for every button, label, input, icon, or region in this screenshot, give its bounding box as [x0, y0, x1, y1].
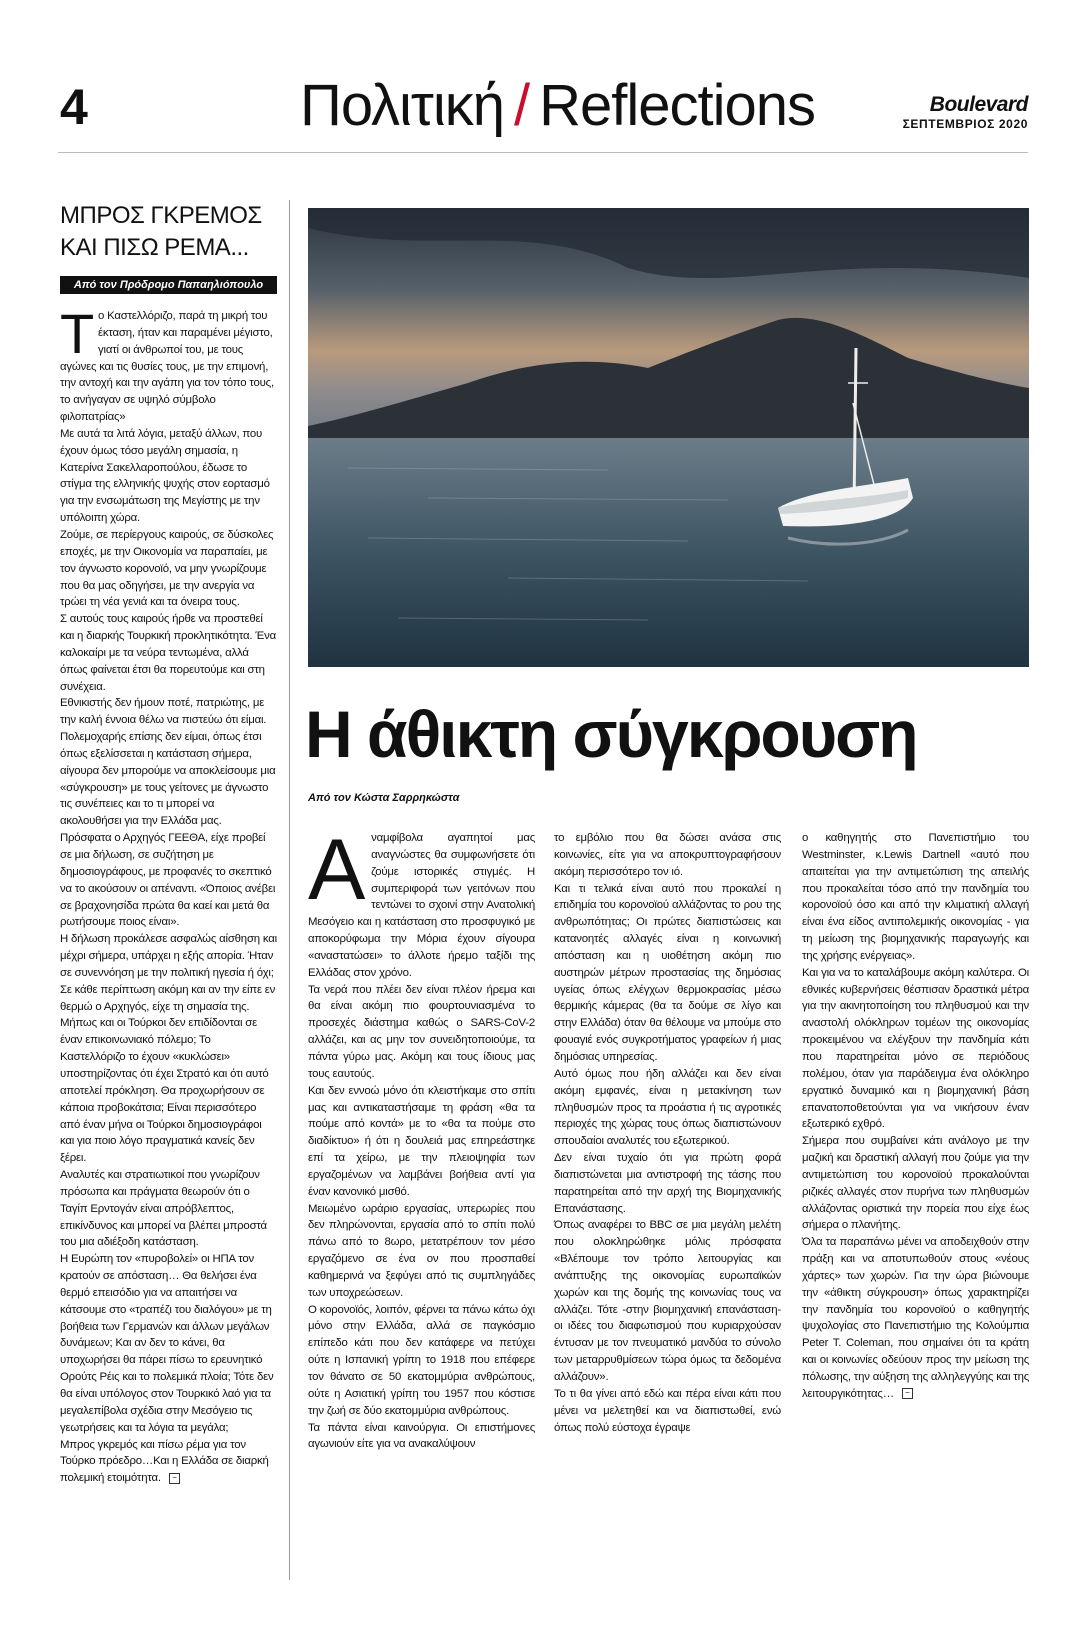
article-paragraph: Αυτό όμως που ήδη αλλάζει και δεν είναι ακόμη εμφανές, είναι η μετακίνηση των πληθυσμών προς τα προάστια ή τις αγροτικές περιοχές της χώρας τους όπως διαπιστώνουν σπουδαίοι αναλυτές του εξωτερικού.	[554, 1067, 781, 1148]
section-title	[300, 72, 815, 139]
article-paragraph: Και τι τελικά είναι αυτό που προκαλεί η επιδημία του κορονοϊού αλλάζοντας το ρου της ανθρωπότητας; Οι πρώτες διαπιστώσεις και κατανοητές αλλαγές είναι η κοινωνική απόσταση και η υιοθέτηση ακόμη πιο αυστηρών μέτρων προστασίας της δημόσιας υγείας όπως ελέγχων θερμοκρασίας μέσω θερμικής κάμερας (θα τα δούμε σε λίγο και στην Ελλάδα) όταν θα θέλουμε να μπούμε στο φουαγιέ ενός συγκροτήματος γραφείων ή μιας δημόσιας υπηρεσίας.	[554, 882, 781, 1063]
column-rule	[289, 200, 290, 1580]
side-paragraph-text: Μπρος γκρεμός και πίσω ρέμα για τον Τούρκο πρόεδρο…Και η Ελλάδα σε διαρκή πολεμική ετοιμότητα.	[60, 1438, 269, 1485]
side-paragraph-last	[60, 1437, 277, 1488]
article-paragraph: Όπως αναφέρει το BBC σε μια μεγάλη μελέτη που ολοκληρώθηκε μόλις πρόσφατα «Βλέπουμε τον τρόπο λειτουργίας και ανάπτυξης της οικονομίας ευρωπαϊκών χωρών και της δομής της κοινωνίας τους να αλλάζει. Τότε -στην βιομηχανική επανάσταση- οι ιδέες του διαφωτισμού που κυριαρχούσαν έντυσαν με τον πνευματικό μανδύα το σύνολο των μεταρρυθμίσεων τώρα όμως τα δεδομένα αλλάζουν».	[554, 1219, 781, 1383]
boat-photo-illustration	[308, 208, 1029, 667]
section-name: Πολιτική	[300, 73, 504, 138]
article-paragraph-text: ναμφίβολα αγαπητοί μας αναγνώστες θα συμφωνήσετε ότι ζούμε ιστορικές στιγμές. Η συμπεριφορά των γειτόνων που τεντώνει το σχοινί στην Ανατολική Μεσόγειο και η κατάσταση στο προσφυγικό με αποκορύφωμα την Μόρια έχουν σίγουρα «αναστατώσει» το άλλοτε ήρεμο ταξίδι της Ελλάδας στον χρόνο.	[308, 832, 535, 979]
article-photo	[308, 208, 1029, 667]
headline: Η άθικτη σύγκρουση	[305, 697, 917, 771]
article-paragraph: Το τι θα γίνει από εδώ και πέρα είναι κάτι που μένει να μελετηθεί και να διαπιστωθεί, ενώ όπως πολύ εύστοχα έγραψε	[554, 1387, 781, 1434]
side-paragraph: Αναλυτές και στρατιωτικοί που γνωρίζουν πρόσωπα και πράγματα θεωρούν ότι ο Ταγίπ Ερντογάν είναι απρόβλεπτος, επικίνδυνος και μπορεί να βλέπει μπροστά του μια αδιέξοδη κατάσταση.	[60, 1169, 267, 1249]
side-paragraph: Εθνικιστής δεν ήμουν ποτέ, πατριώτης, με την καλή έννοια θέλω να πιστεύω ότι είμαι. Πολεμοχαρής επίσης δεν είμαι, όπως έτσι όπως εξελίσσεται η κατάσταση σήμερα, αίγουρα δεν μπορούμε να αποκλείσουμε μια «σύγκρουση» με τους γείτονες με άγνωστο τις συνέπειες και το τι μπορεί να ακολουθήσει για την Ελλάδα μας.	[60, 697, 276, 828]
article-paragraph-last	[802, 1234, 1029, 1402]
section-name-en: Reflections	[539, 73, 816, 138]
article-paragraph: το εμβόλιο που θα δώσει ανάσα στις κοινωνίες, είτε για να αποκρυπτογραφήσουν ακόμη περισσότερο τον ιό.	[554, 832, 781, 878]
side-paragraph-text: ο Καστελλόριζο, παρά τη μικρή του έκταση, ήταν και παραμένει μέγιστο, γιατί οι άνθρωποί του, με τους αγώνες και τις θυσίες τους, με την επιμονή, την αντοχή και την αγάπη για τον τόπο τους, το ανήγαγαν σε υψηλό σύμβολο φιλοπατρίας»	[60, 310, 274, 424]
article-paragraph: Και για να το καταλάβουμε ακόμη καλύτερα. Οι εθνικές κυβερνήσεις θέσπισαν δραστικά μέτρα για την ακινητοποίηση του πληθυσμού και την αναστολή ολόκληρων τομέων της οικονομίας προκειμένου να ελέγξουν την πανδημία κάτι που παρατηρείται μόνο σε περιόδους πολέμου, όταν για παράδειγμα ένα ολόκληρο εργατικό δυναμικό και η βιομηχανική βάση επανατοποθετούνται για να νικήσουν έναν εξωτερικό εχθρό.	[802, 966, 1029, 1131]
article-paragraph: Τα πάντα είναι καινούργια. Οι επιστήμονες αγωνιούν είτε για να ανακαλύψουν	[308, 1421, 535, 1451]
side-paragraph: Σ αυτούς τους καιρούς ήρθε να προστεθεί και η διαρκής Τουρκική προκλητικότητα. Ένα καλοκαίρι με τα νεύρα τεντωμένα, αλλά όπως φαίνεται έτσι θα πορευτούμε και στη συνέχεια.	[60, 613, 276, 693]
article-paragraph: Σήμερα που συμβαίνει κάτι ανάλογο με την μαζική και δραστική αλλαγή που ζούμε για την αντιμετώπιση του κορονοϊού προκαλούνται ριζικές αλλαγές στον πυρήνα των πληθυσμών αλλάζοντας οριστικά την πορεία που είχε έως σήμερα ο πλανήτης.	[802, 1135, 1029, 1232]
article-paragraph-text: Όλα τα παραπάνω μένει να αποδειχθούν στην πράξη και να αποτυπωθούν στους «νέους χάρτες» των χωρών. Για την ώρα βιώνουμε την «άθικτη σύγκρουση» όπως χαρακτηρίζει την πανδημία του κορονοϊού ο καθηγητής ψυχολογίας στο Πανεπιστήμιο της Κολούμπια Peter T. Coleman, που σημαίνει ότι τα κράτη και οι κοινωνίες οδεύουν προς την μείωση της πόλωσης, την αύξηση της αλληλεγγύης και της λειτουργικότητας…	[802, 1236, 1029, 1400]
end-mark-icon: −	[169, 1473, 180, 1484]
article-paragraph: Μειωμένο ωράριο εργασίας, υπερωρίες που δεν πληρώνονται, εργασία από το σπίτι πολύ πάνω από το 8ωρο, μετατρέπουν τον μέσο εργαζόμενο σε ένα ον που προσπαθεί καθημερινά να ξεφύγει από τις συμπληγάδες των υποχρεώσεων.	[308, 1202, 535, 1299]
side-paragraph: Η δήλωση προκάλεσε ασφαλώς αίσθηση και μέχρι σήμερα, υπάρχει η εξής απορία. Ήταν σε συνεννόηση με την πολιτική ηγεσία ή όχι; Σε κάθε περίπτωση ακόμη και αν την είπε εν θερμώ ο Αρχηγός, είχε τη σημασία της. Μήπως και οι Τούρκοι δεν επιδίδονται σε έναν επικοινωνιακό πόλεμο; Το Καστελλόριζο το έχουν «κυκλώσει» υποστηρίζοντας ότι έχει Στρατό και ότι αυτό αποτελεί πρόκληση. Θα προχωρήσουν σε κάποια προβοκάτσια; Είναι περισσότερο από έναν μήνα οι Τούρκοι δημοσιογράφοι και για ποιο λόγο πραγματικά κανείς δεν ξέρει.	[60, 933, 277, 1165]
article-paragraph: Τα νερά που πλέει δεν είναι πλέον ήρεμα και θα είναι ακόμη πιο φουρτουνιασμένα το προσεχές διάστημα καθώς ο SARS-CoV-2 αλλάζει, και ας μην τον συνειδητοποιούμε, τα πάντα γύρω μας. Ακόμη και τους ίδιους μας τους εαυτούς.	[308, 983, 535, 1080]
side-paragraph: Με αυτά τα λιτά λόγια, μεταξύ άλλων, που έχουν όμως τόσο μεγάλη σημασία, η Κατερίνα Σακελλαροπούλου, έδωσε το στίγμα της ελληνικής ψυχής στον εορτασμό για την ενσωμάτωση της Μεγίστης με την υπόλοιπη χώρα.	[60, 427, 270, 525]
side-article-title	[60, 200, 277, 264]
side-paragraph: Ζούμε, σε περίεργους καιρούς, σε δύσκολες εποχές, με την Οικονομία να παραπαίει, με τον άγνωστο κορονοϊό, να μην γνωρίζουμε που θα μας οδηγήσει, με την ανεργία να τρώει τη νέα γενιά και τα όνειρα τους.	[60, 528, 274, 609]
article-column-2	[554, 830, 781, 1436]
header-rule	[58, 152, 1028, 153]
side-paragraph: Η Ευρώπη τον «πυροβολεί» οι ΗΠΑ τον κρατούν σε απόσταση… Θα θελήσει ένα θερμό επεισόδιο για να απαιτήσει να κάτσουμε στο «τραπέζι του διαλόγου» με τη βοήθεια των Γερμανών και άλλων μεγάλων δυνάμεων; Και αν δεν το κάνει, θα υποχωρήσει θα πάρει πίσω το ερευνητικό Ορούτς Ρέις και το πολεμικά πλοία; Τότε δεν θα είναι υπόλογος στον Τουρκικό λαό για τα μεγαλεπίβολα σχέδια στην Μεσόγειο τις γεωτρήσεις και τα λόγια τα μεγάλα;	[60, 1253, 274, 1434]
brand-logo: Boulevard	[929, 93, 1028, 116]
section-slash: /	[513, 73, 530, 138]
masthead	[903, 94, 1028, 132]
page-number: 4	[60, 79, 87, 135]
dropcap: Τ	[60, 302, 95, 365]
end-mark-icon: −	[902, 1388, 913, 1399]
side-byline: Από τον Πρόδρομο Παπαηλιόπουλο	[60, 276, 277, 294]
side-title-line-1: ΜΠΡΟΣ ΓΚΡΕΜΟΣ	[60, 202, 262, 229]
side-article-body	[60, 302, 277, 1487]
article-column-1	[308, 822, 535, 1453]
article-paragraph: Ο κορονοϊός, λοιπόν, φέρνει τα πάνω κάτω όχι μόνο στην Ελλάδα, αλλά σε παγκόσμιο επίπεδο κάτι που δεν κατάφερε να πετύχει ούτε η Ισπανική γρίπη το 1918 που επέφερε τον θάνατο σε 50 εκατομμύρια ανθρώπους, ούτε η Ασιατική γρίπη του 1957 που κόστισε την ζωή σε δύο εκατομμύρια ανθρώπους.	[308, 1303, 535, 1417]
article-paragraph: Δεν είναι τυχαίο ότι για πρώτη φορά διαπιστώνεται μια αντιστροφή της τάσης που παρατηρείται από την αρχή της Βιομηχανικής Επανάστασης.	[554, 1152, 781, 1215]
article-paragraph: Και δεν εννοώ μόνο ότι κλειστήκαμε στο σπίτι μας και αντικαταστήσαμε τη φράση «θα τα πούμε από κοντά» με το «θα τα πούμε στο διαδίκτυο» ή ότι η δουλειά μας επηρεάστηκε επί τα χείρω, με την πλειοψηφία των εργαζομένων να λαμβάνει βοήθεια αντί για έναν κανονικό μισθό.	[308, 1084, 535, 1198]
main-byline: Από τον Κώστα Σαρρηκώστα	[308, 792, 460, 804]
side-article	[60, 200, 277, 1487]
issue-date: ΣΕΠΤΕΜΒΡΙΟΣ 2020	[902, 117, 1028, 131]
side-paragraph: Πρόσφατα ο Αρχηγός ΓΕΕΘΑ, είχε προβεί σε μια δήλωση, σε συζήτηση με δημοσιογράφους, με προφανές το σκεπτικό να το ακούσουν οι απέναντι. «Όποιος ανέβει σε βραχονησίδα πρώτα θα καεί και μετά θα ρωτήσουμε ποιος είναι».	[60, 832, 276, 929]
side-paragraph	[60, 302, 277, 426]
main-dropcap: Α	[308, 822, 366, 918]
article-column-3	[802, 830, 1029, 1403]
article-paragraph: ο καθηγητής στο Πανεπιστήμιο του Westminster, κ.Lewis Dartnell «αυτό που απαιτείται για την αντιμετώπιση της απειλής που προκαλείται τόσο από την πανδημία του κορονοϊού όσο και από την κλιματική αλλαγή είναι ένα είδος αντιπολεμικής οικονομίας - για τη μείωση της βιομηχανικής παραγωγής και της χρήσης ενέργειας».	[802, 832, 1029, 962]
side-title-line-2: ΚΑΙ ΠΙΣΩ ΡΕΜΑ...	[60, 234, 249, 261]
article-paragraph	[308, 822, 535, 982]
